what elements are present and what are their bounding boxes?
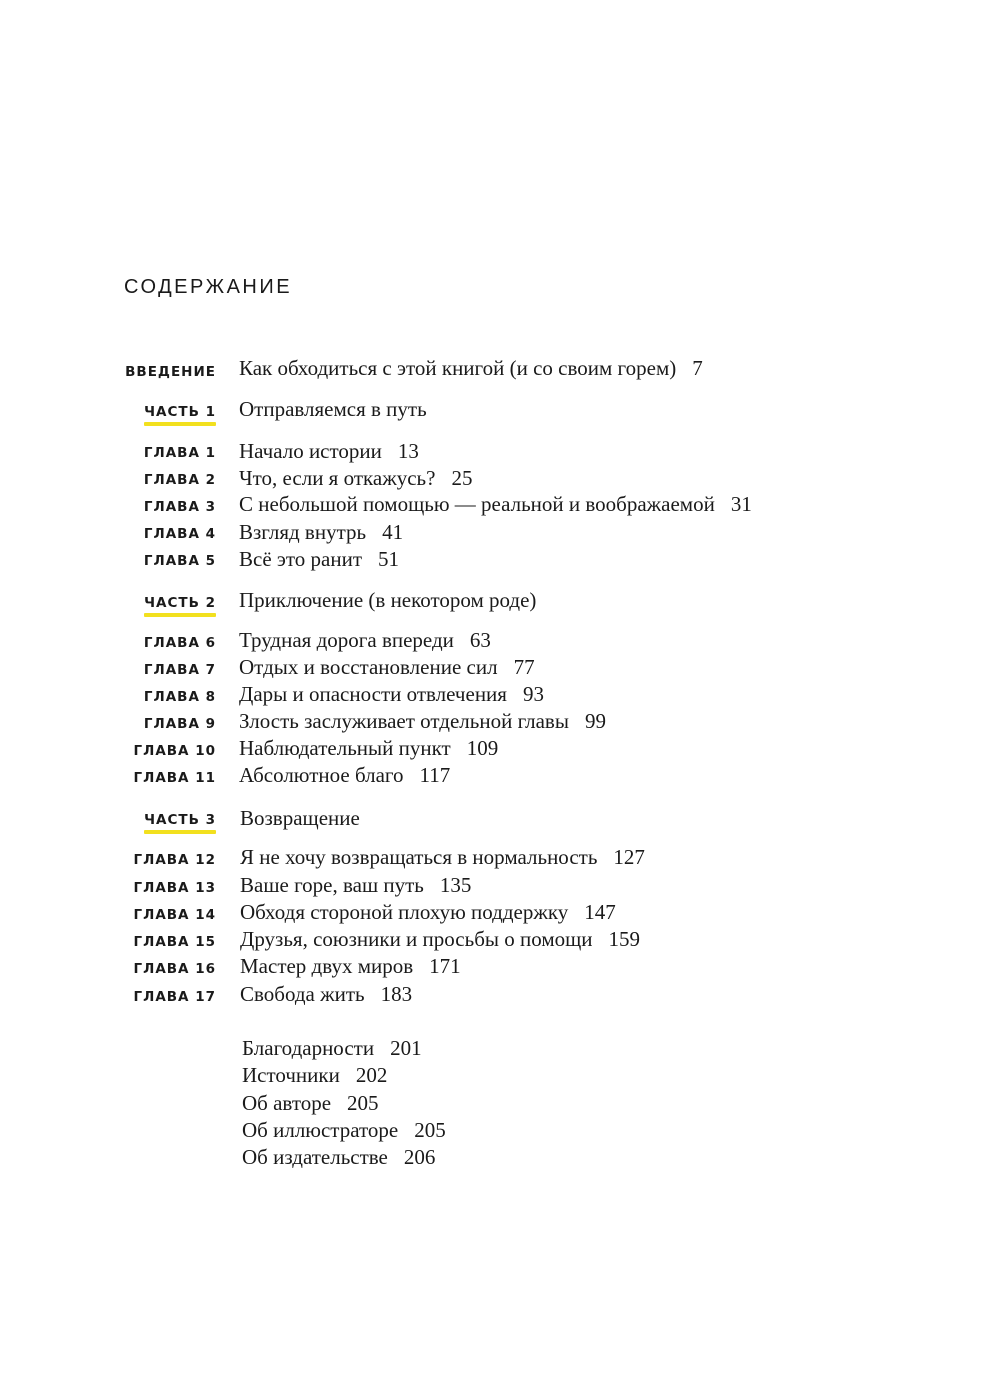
backmatter-title-text: Об авторе <box>242 1091 332 1115</box>
entry-label: ГЛАВА 6 <box>143 635 216 651</box>
entry-label: ГЛАВА 13 <box>133 880 216 896</box>
backmatter-page-number: 202 <box>355 1063 388 1087</box>
part-label-text: ЧАСТЬ 2 <box>144 595 216 611</box>
entry-page-number: 31 <box>730 492 752 516</box>
toc-entry-chapter-2[interactable] <box>0 465 1000 492</box>
entry-page-number: 159 <box>608 927 641 951</box>
entry-label: ГЛАВА 15 <box>133 934 216 950</box>
backmatter-title-text: Благодарности <box>242 1036 375 1060</box>
entry-title-text: Отдых и восстановление сил <box>239 655 498 679</box>
backmatter-page-number: 206 <box>403 1145 436 1169</box>
entry-title <box>239 519 403 545</box>
entry-title <box>239 708 606 734</box>
entry-page-number: 93 <box>522 682 544 706</box>
backmatter-page-number: 201 <box>390 1036 422 1060</box>
entry-label: ГЛАВА 17 <box>133 989 216 1005</box>
entry-page-number: 171 <box>429 954 461 978</box>
part-title: Отправляемся в путь <box>239 397 427 421</box>
entry-title-text: Дары и опасности отвлечения <box>239 682 507 706</box>
backmatter-title <box>242 1117 446 1143</box>
entry-title <box>239 762 450 788</box>
toc-backmatter-about-publisher[interactable] <box>0 1144 1000 1171</box>
toc-backmatter-about-illustrator[interactable] <box>0 1117 1000 1144</box>
backmatter-title <box>242 1144 435 1170</box>
part-label <box>144 812 216 834</box>
toc-entry-part-1[interactable] <box>0 396 1000 423</box>
entry-page-number: 63 <box>469 628 491 652</box>
entry-page-number: 51 <box>378 547 400 571</box>
entry-title-text: Ваше горе, ваш путь <box>240 873 424 897</box>
toc-entry-chapter-7[interactable] <box>0 654 1000 681</box>
part-label-text: ЧАСТЬ 3 <box>144 812 216 828</box>
entry-label: ГЛАВА 9 <box>143 716 216 732</box>
toc-entry-chapter-12[interactable] <box>0 844 1000 871</box>
toc-entry-chapter-13[interactable] <box>0 872 1000 899</box>
backmatter-page-number: 205 <box>414 1118 446 1142</box>
toc-entry-chapter-6[interactable] <box>0 627 1000 654</box>
entry-label: ВВЕДЕНИЕ <box>125 364 216 380</box>
toc-entry-chapter-17[interactable] <box>0 981 1000 1008</box>
entry-label: ГЛАВА 7 <box>143 662 216 678</box>
entry-title <box>240 872 471 898</box>
entry-label: ГЛАВА 10 <box>133 743 216 759</box>
toc-entry-chapter-4[interactable] <box>0 519 1000 546</box>
toc-backmatter-acknowledgements[interactable] <box>0 1035 1000 1062</box>
toc-entry-chapter-16[interactable] <box>0 953 1000 980</box>
entry-title <box>239 465 472 491</box>
toc-entry-chapter-8[interactable] <box>0 681 1000 708</box>
backmatter-page-number: 205 <box>347 1091 379 1115</box>
entry-page-number: 109 <box>466 736 499 760</box>
toc-entry-part-2[interactable] <box>0 587 1000 614</box>
entry-title <box>239 355 703 381</box>
backmatter-title <box>242 1090 379 1116</box>
entry-label: ГЛАВА 11 <box>133 770 216 786</box>
entry-label: ГЛАВА 8 <box>143 689 216 705</box>
entry-title-text: Всё это ранит <box>239 547 363 571</box>
entry-page-number: 99 <box>584 709 606 733</box>
entry-title <box>239 546 399 572</box>
part-label <box>144 595 216 617</box>
entry-title <box>240 981 412 1007</box>
entry-page-number: 77 <box>513 655 535 679</box>
entry-page-number: 13 <box>397 439 419 463</box>
entry-title-text: Обходя стороной плохую поддержку <box>240 900 569 924</box>
entry-title <box>240 926 640 952</box>
toc-heading: СОДЕРЖАНИЕ <box>124 276 293 298</box>
entry-title-text: Злость заслуживает отдельной главы <box>239 709 569 733</box>
entry-title-text: Я не хочу возвращаться в нормальность <box>240 845 598 869</box>
entry-page-number: 117 <box>419 763 451 787</box>
toc-backmatter-about-author[interactable] <box>0 1090 1000 1117</box>
backmatter-title-text: Об издательстве <box>242 1145 388 1169</box>
entry-title-text: Абсолютное благо <box>239 763 404 787</box>
part-label-text: ЧАСТЬ 1 <box>144 404 216 420</box>
entry-title <box>239 654 535 680</box>
part-underline <box>144 422 216 426</box>
entry-title-text: Как обходиться с этой книгой (и со своим горем) <box>239 356 677 380</box>
toc-entry-chapter-1[interactable] <box>0 438 1000 465</box>
toc-entry-introduction[interactable] <box>0 355 1000 382</box>
part-title: Приключение (в некотором роде) <box>239 588 537 612</box>
entry-title <box>239 735 498 761</box>
entry-title <box>240 844 645 870</box>
entry-title <box>239 438 419 464</box>
entry-title <box>240 953 461 979</box>
entry-title-text: Свобода жить <box>240 982 365 1006</box>
entry-title-text: Наблюдательный пункт <box>239 736 451 760</box>
entry-page-number: 127 <box>613 845 645 869</box>
toc-entry-chapter-14[interactable] <box>0 899 1000 926</box>
entry-title-text: Друзья, союзники и просьбы о помощи <box>240 927 593 951</box>
entry-label: ГЛАВА 4 <box>143 526 216 542</box>
entry-label: ГЛАВА 5 <box>143 553 216 569</box>
toc-entry-chapter-10[interactable] <box>0 735 1000 762</box>
entry-title-text: Трудная дорога впереди <box>239 628 454 652</box>
entry-page-number: 7 <box>692 356 703 380</box>
entry-page-number: 41 <box>382 520 404 544</box>
entry-page-number: 183 <box>380 982 413 1006</box>
entry-page-number: 135 <box>439 873 472 897</box>
part-label <box>144 404 216 426</box>
entry-title-text: С небольшой помощью — реальной и воображаемой <box>239 492 715 516</box>
entry-label: ГЛАВА 2 <box>143 472 216 488</box>
entry-label: ГЛАВА 12 <box>133 852 216 868</box>
entry-title <box>240 899 616 925</box>
entry-label: ГЛАВА 1 <box>143 445 216 461</box>
toc-entry-chapter-15[interactable] <box>0 926 1000 953</box>
backmatter-title <box>242 1062 387 1088</box>
part-title: Возвращение <box>240 806 360 830</box>
backmatter-title-text: Об иллюстраторе <box>242 1118 399 1142</box>
part-underline <box>144 830 216 834</box>
entry-title-text: Что, если я откажусь? <box>239 466 436 490</box>
entry-label: ГЛАВА 3 <box>143 499 216 515</box>
toc-entry-part-3[interactable] <box>0 805 1000 832</box>
backmatter-title <box>242 1035 422 1061</box>
entry-label: ГЛАВА 16 <box>133 961 216 977</box>
toc-entry-chapter-11[interactable] <box>0 762 1000 789</box>
entry-title-text: Мастер двух миров <box>240 954 414 978</box>
entry-page-number: 25 <box>451 466 473 490</box>
entry-title <box>239 681 544 707</box>
backmatter-title-text: Источники <box>242 1063 340 1087</box>
entry-title-text: Начало истории <box>239 439 382 463</box>
entry-title <box>239 491 752 517</box>
entry-label: ГЛАВА 14 <box>133 907 216 923</box>
part-underline <box>144 613 216 617</box>
toc-backmatter-sources[interactable] <box>0 1062 1000 1089</box>
toc-entry-chapter-3[interactable] <box>0 491 1000 518</box>
entry-page-number: 147 <box>584 900 616 924</box>
toc-entry-chapter-9[interactable] <box>0 708 1000 735</box>
entry-title-text: Взгляд внутрь <box>239 520 367 544</box>
entry-title <box>239 627 491 653</box>
toc-entry-chapter-5[interactable] <box>0 546 1000 573</box>
